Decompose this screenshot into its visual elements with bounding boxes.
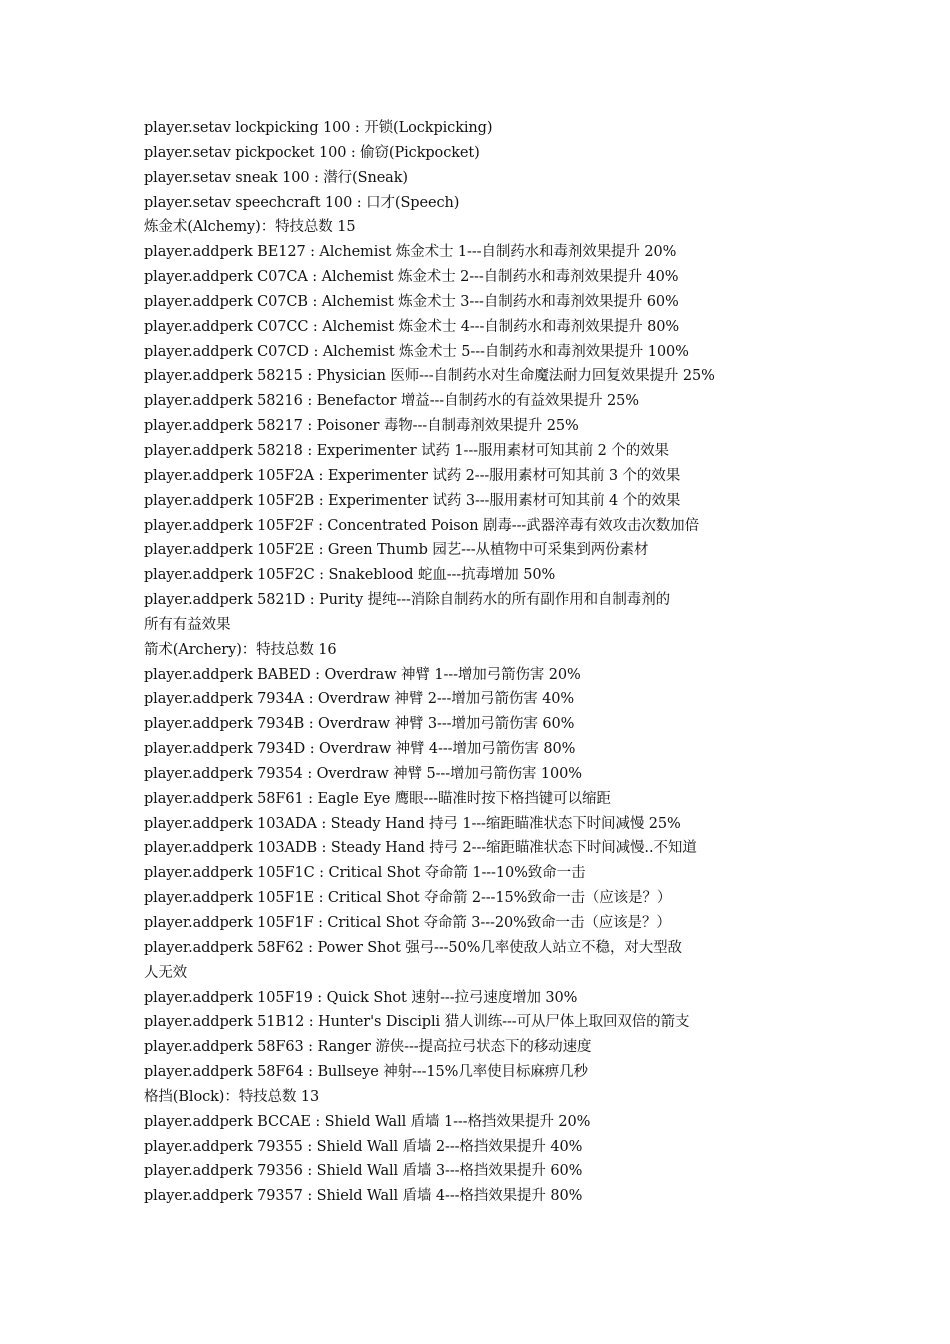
text-line: player.setav pickpocket 100 : 偷窃(Pickpocket): [144, 144, 480, 161]
text-line: player.addperk 58217 : Poisoner 毒物---自制毒剂效果提升 25%: [144, 418, 579, 435]
text-line: player.setav sneak 100 : 潜行(Sneak): [144, 169, 408, 186]
text-line: player.addperk 58215 : Physician 医师---自制药水对生命魔法耐力回复效果提升 25%: [144, 368, 715, 385]
text-line: player.setav speechcraft 100 : 口才(Speech): [144, 194, 460, 211]
text-line: player.addperk 58F62 : Power Shot 强弓---50%几率使敌人站立不稳，对大型敌: [144, 939, 682, 956]
text-line: player.addperk 105F19 : Quick Shot 速射---拉弓速度增加 30%: [144, 989, 578, 1006]
text-line: player.addperk 105F2A : Experimenter 试药 2---服用素材可知其前 3 个的效果: [144, 467, 681, 484]
text-line: player.addperk 79356 : Shield Wall 盾墙 3---格挡效果提升 60%: [144, 1163, 583, 1180]
text-line: player.addperk BE127 : Alchemist 炼金术士 1---自制药水和毒剂效果提升 20%: [144, 244, 677, 261]
text-line: player.addperk 103ADA : Steady Hand 持弓 1---缩距瞄准状态下时间减慢 25%: [144, 815, 681, 832]
text-line: player.addperk 58216 : Benefactor 增益---自制药水的有益效果提升 25%: [144, 393, 639, 410]
text-line: player.addperk C07CC : Alchemist 炼金术士 4---自制药水和毒剂效果提升 80%: [144, 318, 680, 335]
text-line: player.addperk 58F63 : Ranger 游侠---提高拉弓状态下的移动速度: [144, 1039, 592, 1056]
text-line: player.addperk 58218 : Experimenter 试药 1---服用素材可知其前 2 个的效果: [144, 442, 669, 459]
text-line: player.addperk 7934D : Overdraw 神臂 4---增加弓箭伤害 80%: [144, 741, 576, 758]
text-line: player.setav lockpicking 100 : 开锁(Lockpicking): [144, 120, 493, 136]
document-body: [144, 116, 824, 1209]
text-line: 格挡(Block)：特技总数 13: [144, 1088, 320, 1105]
text-line: player.addperk 105F2B : Experimenter 试药 3---服用素材可知其前 4 个的效果: [144, 492, 681, 509]
text-line: player.addperk 79354 : Overdraw 神臂 5---增加弓箭伤害 100%: [144, 765, 582, 782]
text-line: player.addperk 103ADB : Steady Hand 持弓 2---缩距瞄准状态下时间减慢..不知道: [144, 840, 697, 857]
text-line: player.addperk 105F1C : Critical Shot 夺命箭 1---10%致命一击: [144, 865, 586, 882]
text-line: player.addperk 5821D : Purity 提纯---消除自制药水的所有副作用和自制毒剂的: [144, 592, 671, 609]
text-line: player.addperk 105F2C : Snakeblood 蛇血---抗毒增加 50%: [144, 567, 556, 584]
text-line: player.addperk 105F2F : Concentrated Poison 剧毒---武器淬毒有效攻击次数加倍: [144, 517, 699, 534]
text-line: player.addperk 105F1F : Critical Shot 夺命箭 3---20%致命一击（应该是？）: [144, 915, 671, 931]
text-line: player.addperk 79357 : Shield Wall 盾墙 4---格挡效果提升 80%: [144, 1188, 583, 1205]
text-line: player.addperk 79355 : Shield Wall 盾墙 2---格挡效果提升 40%: [144, 1138, 583, 1155]
text-line: player.addperk 58F64 : Bullseye 神射---15%几率使目标麻痹几秒: [144, 1064, 588, 1081]
text-line: 箭术(Archery)：特技总数 16: [144, 641, 337, 658]
text-line: player.addperk BCCAE : Shield Wall 盾墙 1---格挡效果提升 20%: [144, 1113, 591, 1130]
text-line: player.addperk 7934B : Overdraw 神臂 3---增加弓箭伤害 60%: [144, 716, 575, 733]
text-line: player.addperk 7934A : Overdraw 神臂 2---增加弓箭伤害 40%: [144, 691, 575, 708]
text-line: player.addperk C07CA : Alchemist 炼金术士 2---自制药水和毒剂效果提升 40%: [144, 269, 679, 286]
text-line: 炼金术(Alchemy)：特技总数 15: [144, 219, 356, 236]
text-line: player.addperk BABED : Overdraw 神臂 1---增加弓箭伤害 20%: [144, 666, 581, 683]
text-line: 所有有益效果: [144, 616, 231, 633]
text-line: player.addperk 105F2E : Green Thumb 园艺---从植物中可采集到两份素材: [144, 542, 649, 559]
text-line: player.addperk 105F1E : Critical Shot 夺命箭 2---15%致命一击（应该是？）: [144, 890, 672, 907]
text-line: player.addperk 58F61 : Eagle Eye 鹰眼---瞄准时按下格挡键可以缩距: [144, 790, 611, 807]
text-line: player.addperk C07CD : Alchemist 炼金术士 5---自制药水和毒剂效果提升 100%: [144, 343, 689, 360]
text-line: 人无效: [144, 964, 188, 981]
text-line: player.addperk C07CB : Alchemist 炼金术士 3---自制药水和毒剂效果提升 60%: [144, 293, 679, 310]
text-line: player.addperk 51B12 : Hunter's Discipli 猎人训练---可从尸体上取回双倍的箭支: [144, 1014, 690, 1031]
